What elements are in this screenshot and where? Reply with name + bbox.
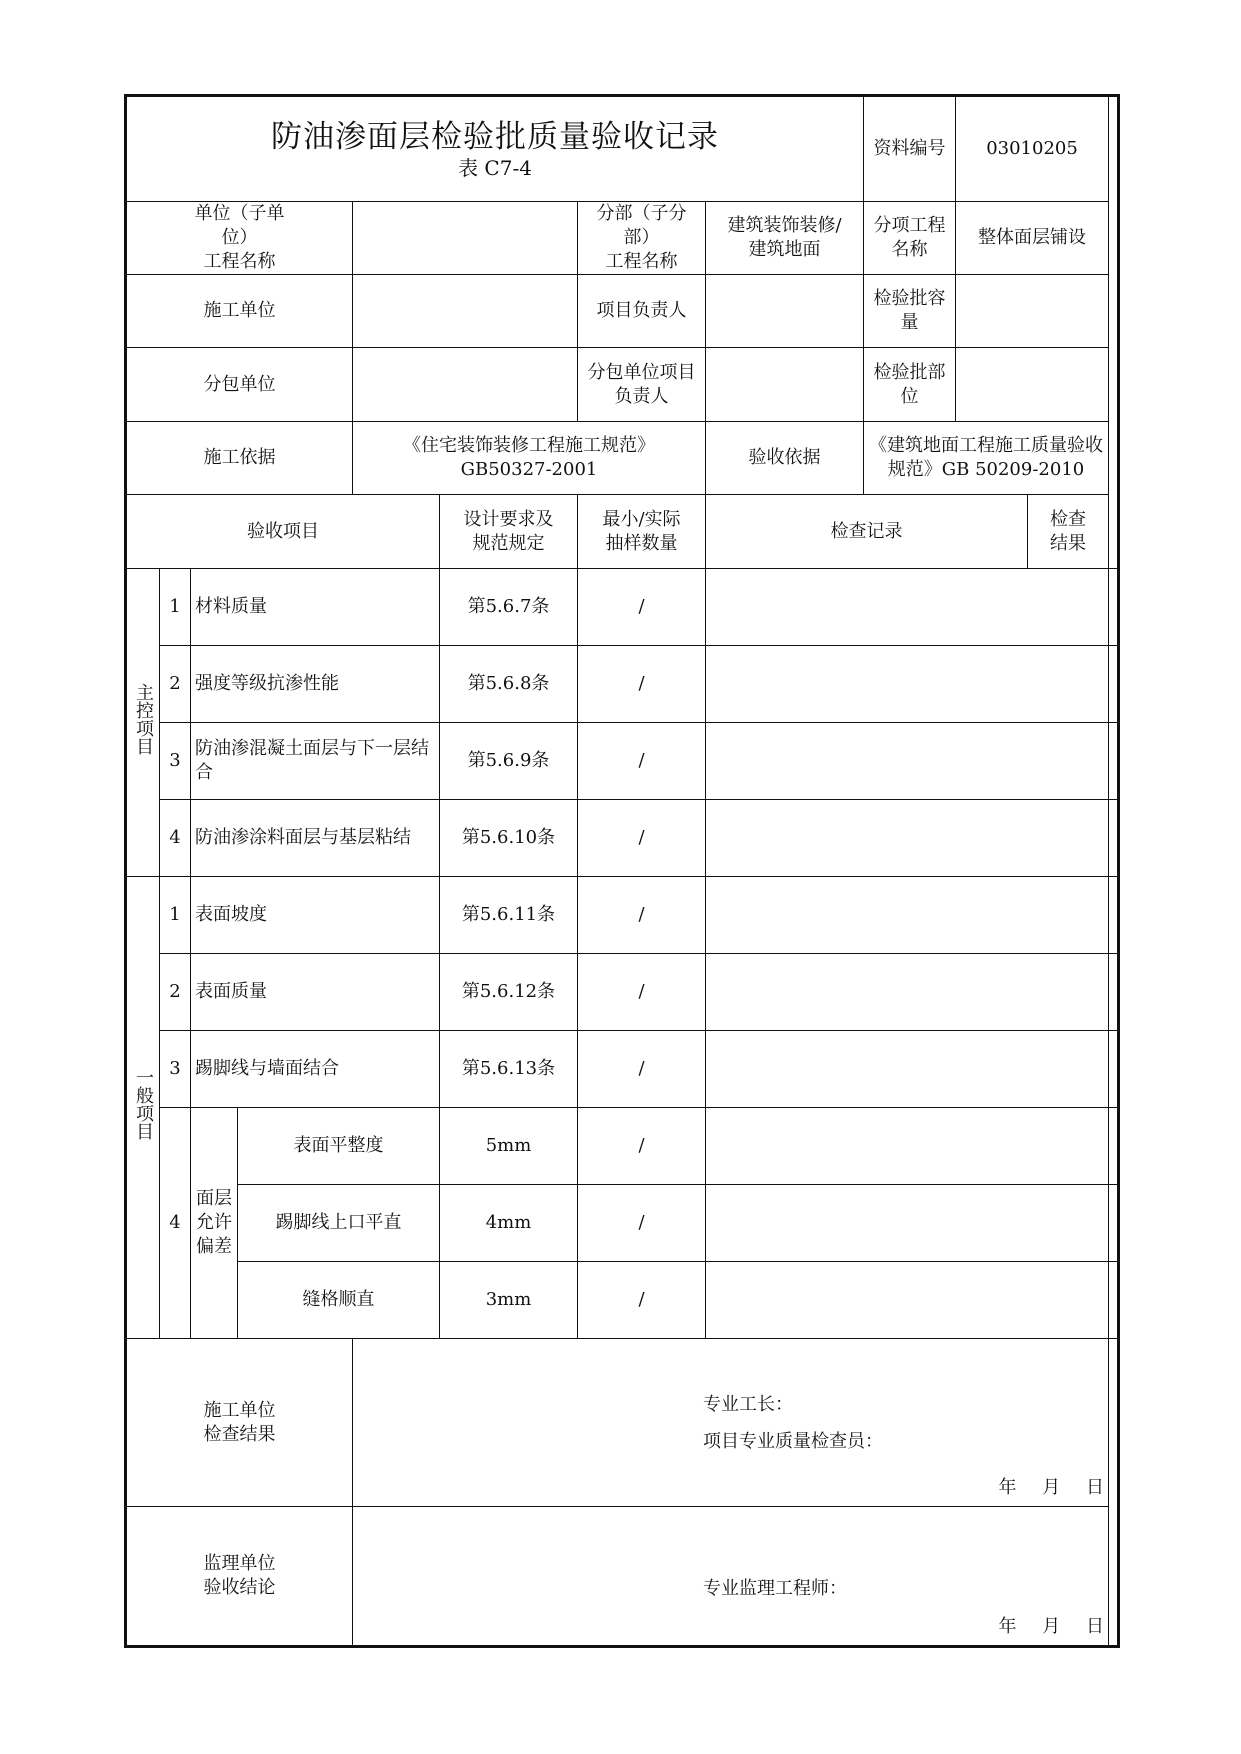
item-record[interactable] [706, 1031, 1109, 1108]
item-requirement: 第5.6.11条 [440, 877, 578, 954]
item-no: 1 [160, 877, 191, 954]
general-group-label: 一般项目 [126, 877, 160, 1339]
col-header-result: 检查 结果 [1028, 495, 1109, 569]
page-title: 防油渗面层检验批质量验收记录 [271, 119, 719, 155]
item-sampling[interactable]: / [578, 646, 706, 723]
contractor-value[interactable] [353, 275, 578, 348]
contractor-check-area[interactable] [353, 1339, 1109, 1507]
item-requirement: 第5.6.8条 [440, 646, 578, 723]
col-header-item: 验收项目 [126, 495, 440, 569]
item-no: 3 [160, 723, 191, 800]
item-name: 材料质量 [191, 569, 440, 646]
item-requirement: 第5.6.13条 [440, 1031, 578, 1108]
item-requirement: 第5.6.7条 [440, 569, 578, 646]
sub-pm-value[interactable] [706, 348, 864, 422]
item-sampling[interactable]: / [578, 1108, 706, 1185]
item-result[interactable] [1109, 723, 1119, 800]
item-sampling[interactable]: / [578, 800, 706, 877]
item-record[interactable] [706, 954, 1109, 1031]
form-code: 表 C7-4 [458, 156, 532, 180]
item-record[interactable] [706, 1108, 1109, 1185]
doc-no-value: 03010205 [956, 96, 1109, 202]
location-value[interactable] [956, 348, 1109, 422]
division-value[interactable]: 建筑装饰装修/ 建筑地面 [706, 202, 864, 275]
capacity-value[interactable] [956, 275, 1109, 348]
supervisor-conclusion-area[interactable] [353, 1507, 1109, 1647]
contractor-label: 施工单位 [126, 275, 353, 348]
item-record[interactable] [706, 1185, 1109, 1262]
item-requirement: 第5.6.9条 [440, 723, 578, 800]
col-header-requirement: 设计要求及 规范规定 [440, 495, 578, 569]
supervising-engineer-label: 专业监理工程师： [703, 1578, 847, 1599]
doc-no-label: 资料编号 [864, 96, 956, 202]
supervisor-conclusion-label: 监理单位 验收结论 [126, 1507, 353, 1647]
foreman-label: 专业工长： [703, 1394, 793, 1415]
item-sampling[interactable]: / [578, 877, 706, 954]
item-no: 3 [160, 1031, 191, 1108]
acceptance-basis-value[interactable]: 《建筑地面工程施工质量验收 规范》GB 50209-2010 [864, 422, 1109, 495]
item-sampling[interactable]: / [578, 1262, 706, 1339]
item-result[interactable] [1109, 1108, 1119, 1185]
pm-value[interactable] [706, 275, 864, 348]
acceptance-basis-label: 验收依据 [706, 422, 864, 495]
unit-name-label: 单位（子单 位） 工程名称 [126, 202, 353, 275]
location-label: 检验批部位 [864, 348, 956, 422]
item-no: 4 [160, 1108, 191, 1339]
item-result[interactable] [1109, 1262, 1119, 1339]
contractor-check-label: 施工单位 检查结果 [126, 1339, 353, 1507]
col-header-sampling: 最小/实际 抽样数量 [578, 495, 706, 569]
item-requirement: 3mm [440, 1262, 578, 1339]
item-sampling[interactable]: / [578, 569, 706, 646]
item-requirement: 4mm [440, 1185, 578, 1262]
item-result[interactable] [1109, 646, 1119, 723]
tolerance-item-name: 表面平整度 [238, 1108, 440, 1185]
item-name: 表面质量 [191, 954, 440, 1031]
item-sampling[interactable]: / [578, 1185, 706, 1262]
item-record[interactable] [706, 1262, 1109, 1339]
item-name: 强度等级抗渗性能 [191, 646, 440, 723]
division-label: 分部（子分 部） 工程名称 [578, 202, 706, 275]
subcontractor-value[interactable] [353, 348, 578, 422]
title-cell [126, 96, 864, 202]
item-record[interactable] [706, 800, 1109, 877]
item-sampling[interactable]: / [578, 1031, 706, 1108]
item-name: 踢脚线与墙面结合 [191, 1031, 440, 1108]
item-result[interactable] [1109, 954, 1119, 1031]
unit-name-value[interactable] [353, 202, 578, 275]
item-no: 4 [160, 800, 191, 877]
item-requirement: 第5.6.10条 [440, 800, 578, 877]
supervisor-date: 年 月 日 [998, 1616, 1104, 1637]
contractor-date: 年 月 日 [998, 1477, 1104, 1498]
sub-pm-label: 分包单位项目 负责人 [578, 348, 706, 422]
item-result[interactable] [1109, 877, 1119, 954]
item-requirement: 5mm [440, 1108, 578, 1185]
item-no: 2 [160, 646, 191, 723]
item-requirement: 第5.6.12条 [440, 954, 578, 1031]
item-result[interactable] [1109, 800, 1119, 877]
basis-value[interactable]: 《住宅装饰装修工程施工规范》 GB50327-2001 [353, 422, 706, 495]
subitem-value[interactable]: 整体面层铺设 [956, 202, 1109, 275]
subcontractor-label: 分包单位 [126, 348, 353, 422]
inspection-record-table [124, 94, 1120, 1648]
item-sampling[interactable]: / [578, 954, 706, 1031]
item-no: 1 [160, 569, 191, 646]
item-name: 防油渗混凝土面层与下一层结合 [191, 723, 440, 800]
item-sampling[interactable]: / [578, 723, 706, 800]
item-no: 2 [160, 954, 191, 1031]
tolerance-item-name: 踢脚线上口平直 [238, 1185, 440, 1262]
item-record[interactable] [706, 646, 1109, 723]
item-result[interactable] [1109, 1031, 1119, 1108]
main-group-label: 主控项目 [126, 569, 160, 877]
tolerance-item-name: 缝格顺直 [238, 1262, 440, 1339]
item-name: 防油渗涂料面层与基层粘结 [191, 800, 440, 877]
subitem-label: 分项工程名称 [864, 202, 956, 275]
item-name: 表面坡度 [191, 877, 440, 954]
capacity-label: 检验批容量 [864, 275, 956, 348]
item-record[interactable] [706, 877, 1109, 954]
item-record[interactable] [706, 723, 1109, 800]
col-header-record: 检查记录 [706, 495, 1028, 569]
item-record[interactable] [706, 569, 1109, 646]
item-result[interactable] [1109, 1185, 1119, 1262]
pm-label: 项目负责人 [578, 275, 706, 348]
tolerance-group-label: 面层 允许 偏差 [191, 1108, 238, 1339]
qc-inspector-label: 项目专业质量检查员： [703, 1431, 883, 1452]
item-result[interactable] [1109, 569, 1119, 646]
basis-label: 施工依据 [126, 422, 353, 495]
